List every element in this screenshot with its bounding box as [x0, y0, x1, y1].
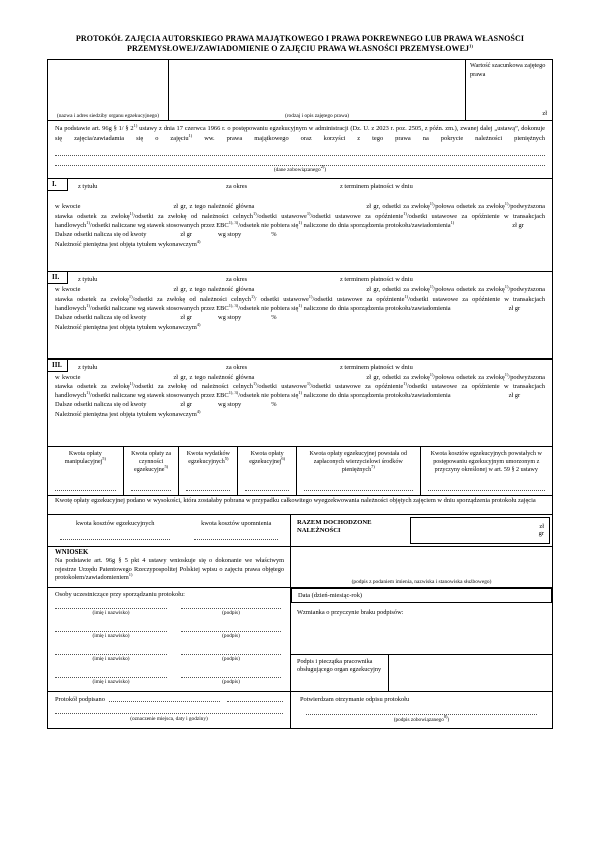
debtor-data-caption: (dane zobowiązanego$^{2)}$) — [273, 164, 327, 174]
section-3-numeral: III. — [48, 360, 68, 372]
total-amount-box — [410, 517, 550, 544]
signed-fill-line-2 — [227, 701, 283, 702]
application-heading: WNIOSEK — [55, 548, 89, 556]
participant-signature-row: (imię i nazwisko) (podpis) — [55, 631, 284, 639]
reminder-fill-line — [194, 539, 278, 540]
fee-column-enforcement-actions: Kwota opłaty za czynności egzekucyjne$^{5)}$ — [123, 447, 179, 495]
fee-column-discontinued-proceedings: Kwota kosztów egzekucyjnych powstałych w postępowaniu egzekucyjnym umorzonym z przyczyny określonej w art. 59 § 2 ustawy — [420, 447, 552, 495]
right-description-caption: (rodzaj i opis zajętego prawa) — [284, 112, 350, 119]
participants-row — [47, 587, 553, 692]
estimated-value-label: Wartość szacunkowa zajętego prawa — [470, 62, 546, 78]
label-termin-platnosci: z terminem płatności w dniu — [340, 363, 413, 371]
copy-confirmation-label: Potwierdzam otrzymanie odpisu protokołu — [300, 696, 410, 704]
section-2-enforcement-title: Należność pieniężna jest objęta tytułem wykonawczym$^{4)}$ — [55, 322, 201, 332]
label-z-tytulu: z tytułu — [78, 363, 98, 371]
section-3-enforcement-title: Należność pieniężna jest objęta tytułem wykonawczym$^{4)}$ — [55, 409, 201, 419]
label-termin-platnosci: z terminem płatności w dniu — [340, 183, 413, 191]
section-1-amount-paragraph: w kwocie zł gr, z tego należność główna zł gr, odsetki za zwłokę$^{1)}$/połowa odsetek za zwłokę$^{1)}$/podwyższona stawka odsetek za zwłokę$^{1)}$/odsetki za zwłokę od należności celnych$^{1)}$/odsetki ustawowe$^{1)}$/odsetki ustawowe za opóźnienie$^{1)}$/odsetki ustawowe za opóźnienie w transakcjach handlowych$^{1)}$/odsetki naliczane wg stawek stosowanych przez $EBC^{1), 3)}$/odsetek nie pobiera się$^{1)}$ naliczone do dnia sporządzenia protokołu/zawiadomienia$^{1)}$ zł gr — [55, 201, 545, 229]
label-za-okres: za okres — [226, 276, 248, 284]
fee-column-expenses: Kwota wydatków egzekucyjnych$^{5)}$ — [178, 447, 237, 495]
authority-caption: (nazwa i adres siedziby organu egzekucyjnego) — [56, 112, 160, 119]
reminder-costs-cell: kwota kosztów upomnienia — [182, 515, 290, 546]
section-2-further-interest: Dalsze odsetki nalicza się od kwoty zł gr wg stopy % — [55, 314, 277, 322]
signature-fill-line — [181, 631, 281, 632]
participant-signature-row: (imię i nazwisko) (podpis) — [55, 654, 284, 662]
label-z-tytulu: z tytułu — [78, 183, 98, 191]
protocol-signed-label: Protokół podpisano — [55, 696, 105, 704]
fee-note-section — [47, 495, 553, 515]
stamp-empty-cell — [389, 655, 552, 691]
section-1-numeral: I. — [48, 179, 68, 191]
name-fill-line — [55, 677, 167, 678]
costs-cells — [48, 515, 291, 546]
signature-fill-line — [181, 677, 281, 678]
currency-label: zł — [542, 109, 547, 117]
enforcement-authority-cell — [48, 60, 169, 120]
label-za-okres: za okres — [226, 363, 248, 371]
fees-table — [47, 446, 553, 496]
label-termin-platnosci: z terminem płatności w dniu — [340, 276, 413, 284]
section-2-header-line — [78, 276, 545, 283]
claim-section-2 — [47, 271, 553, 359]
fee-column-enforcement-fee: Kwota opłaty egzekucyjnej$^{6)}$ — [237, 447, 296, 495]
place-date-fill-line — [55, 713, 283, 714]
name-fill-line — [55, 631, 167, 632]
fee-note-text: Kwotę opłaty egzekucyjnej podano w wysokości, która zostałaby pobrana w przypadku całkowitego wyegzekwowania należności objętych zajęciem w dniu sporządzenia protokołu zajęcia — [55, 497, 536, 505]
enforcement-costs-cell: kwota kosztów egzekucyjnych — [48, 515, 182, 546]
participants-heading: Osoby uczestniczące przy sporządzaniu protokołu: — [55, 591, 185, 599]
place-date-caption: (oznaczenie miejsca, daty i godziny) — [130, 715, 208, 722]
protocol-signed-cell — [48, 692, 291, 728]
legal-basis-section — [47, 120, 553, 179]
section-2-amount-paragraph: w kwocie zł gr, z tego należność główna zł gr, odsetki za zwłokę$^{1)}$/połowa odsetek za zwłokę$^{1)}$/podwyższona stawka odsetek za zwłokę$^{1)}$/odsetki za zwłokę od należności celnych$^{1)}$/ odsetki ustawowe$^{1)}$/odsetki ustawowe za opóźnienie$^{1)}$/odsetki ustawowe za opóźnienie w transakcjach handlowych$^{1)}$/odsetki naliczane wg stawek stosowanych przez $EBC^{1), 3)}$/odsetek nie pobiera się$^{1)}$ naliczone do dnia sporządzenia protokołu/zawiadomienia zł gr — [55, 284, 545, 313]
label-za-okres: za okres — [226, 183, 248, 191]
fee-column-handling: Kwota opłaty manipulacyjnej$^{5)}$ — [48, 447, 123, 495]
section-3-header-line — [78, 364, 545, 371]
label-z-tytulu: z tytułu — [78, 276, 98, 284]
section-1-enforcement-title: Należność pieniężna jest objęta tytułem wykonawczym$^{4)}$ — [55, 238, 201, 249]
section-3-further-interest: Dalsze odsetki nalicza się od kwoty zł gr wg stopy % — [55, 401, 277, 409]
estimated-value-cell — [466, 60, 552, 120]
total-claims-value-cell — [409, 515, 552, 546]
debtor-signature-caption: (podpis zobowiązanego$^{8)}$) — [393, 713, 450, 723]
legal-basis-text: Na podstawie art. 96g § 1/ § 2$^{1)}$ ustawy z dnia 17 czerwca 1966 r. o postępowaniu egzekucyjnym w administracji (Dz. U. z 2023 r. poz. 2505, z późn. zm.), zwanej dalej „ustawą”, dokonuje się zajęcia/zawiadamia się o zajęciu$^{1)}$ ww. prawa majątkowego oraz korzyści z tego prawa na pokrycie należności pieniężnych — [55, 123, 546, 142]
participants-cell — [48, 588, 291, 691]
totals-row — [47, 514, 553, 547]
fee-fill-line — [304, 490, 413, 491]
debtor-data-line-1 — [55, 155, 545, 156]
currency-zl: zł — [539, 522, 544, 530]
participant-signature-row: (imię i nazwisko) (podpis) — [55, 608, 284, 616]
stamp-label: Podpis i pieczątka pracownika obsługującego organ egzekucyjny — [291, 655, 389, 691]
debtor-signature-fill-line — [306, 714, 537, 715]
currency-gr: gr — [538, 530, 544, 538]
stamp-row — [291, 654, 552, 691]
application-text: Na podstawie art. 96g § 5 pkt 4 ustawy wnioskuje się o dokonanie we właściwym rejestrze Urzędu Patentowego Rzeczypospolitej Polskiej wpisu o zajęciu prawa objętego protokołem/zawiadomieniem$^{1)}$ — [55, 556, 284, 582]
fee-column-paid-creditor: Kwota opłaty egzekucyjnej powstała od zapłaconych wierzycielowi środków pieniężnych$^{7)}$ — [296, 447, 420, 495]
copy-confirmation-cell — [291, 692, 552, 728]
signed-fill-line — [109, 701, 220, 702]
fee-fill-line — [131, 490, 172, 491]
claim-section-1 — [47, 178, 553, 272]
claim-section-3 — [47, 359, 553, 447]
date-field: Data (dzień-miesiąc-rok) — [291, 588, 552, 603]
header-table — [47, 59, 553, 121]
total-claims-label: RAZEM DOCHODZONE NALEŻNOŚCI — [297, 518, 372, 535]
signature-fill-line — [181, 654, 281, 655]
application-row — [47, 546, 553, 588]
application-cell — [48, 547, 291, 587]
official-signature-caption: (podpis z podaniem imienia, nazwiska i stanowiska służbowego) — [351, 578, 492, 585]
signature-fill-line — [181, 608, 281, 609]
official-signature-cell — [291, 547, 552, 587]
fee-fill-line — [428, 490, 545, 491]
participant-signature-row: (imię i nazwisko) (podpis) — [55, 677, 284, 685]
costs-fill-line — [60, 539, 170, 540]
footer-row — [47, 691, 553, 729]
form-title: PROTOKÓŁ ZAJĘCIA AUTORSKIEGO PRAWA MAJĄTKOWEGO I PRAWA POKREWNEGO LUB PRAWA WŁASNOŚCI PRZEMYSŁOWEJ/ZAWIADOMIENIE O ZAJĘCIU PRAWA WŁASNOŚCI PRZEMYSŁOWEJ$^{1)}$ — [75, 34, 525, 53]
section-2-numeral: II. — [48, 272, 68, 284]
seized-right-description-cell — [169, 60, 466, 120]
date-and-remarks-cell — [291, 588, 552, 691]
section-1-header-line — [78, 183, 545, 190]
section-3-amount-paragraph: w kwocie zł gr, z tego należność główna zł gr, odsetki za zwłokę$^{1)}$/połowa odsetek za zwłokę$^{1)}$/podwyższona stawka odsetek za zwłokę$^{1)}$/odsetki za zwłokę od należności celnych$^{1)}$/odsetki ustawowe$^{1)}$/odsetki ustawowe za opóźnienie$^{1)}$/odsetki ustawowe za opóźnienie w transakcjach handlowych$^{1)}$/odsetki naliczane wg stawek stosowanych przez $EBC^{1), 3)}$/odsetek nie pobiera się$^{1)}$ naliczone do dnia sporządzenia protokołu/zawiadomienia zł gr — [55, 371, 545, 400]
name-fill-line — [55, 654, 167, 655]
missing-signatures-label: Wzmianka o przyczynie braku podpisów: — [297, 609, 404, 617]
fee-fill-line — [55, 490, 116, 491]
section-1-further-interest: Dalsze odsetki nalicza się od kwoty zł gr wg stopy % — [55, 231, 277, 239]
fee-fill-line — [186, 490, 230, 491]
name-fill-line — [55, 608, 167, 609]
fee-fill-line — [245, 490, 289, 491]
